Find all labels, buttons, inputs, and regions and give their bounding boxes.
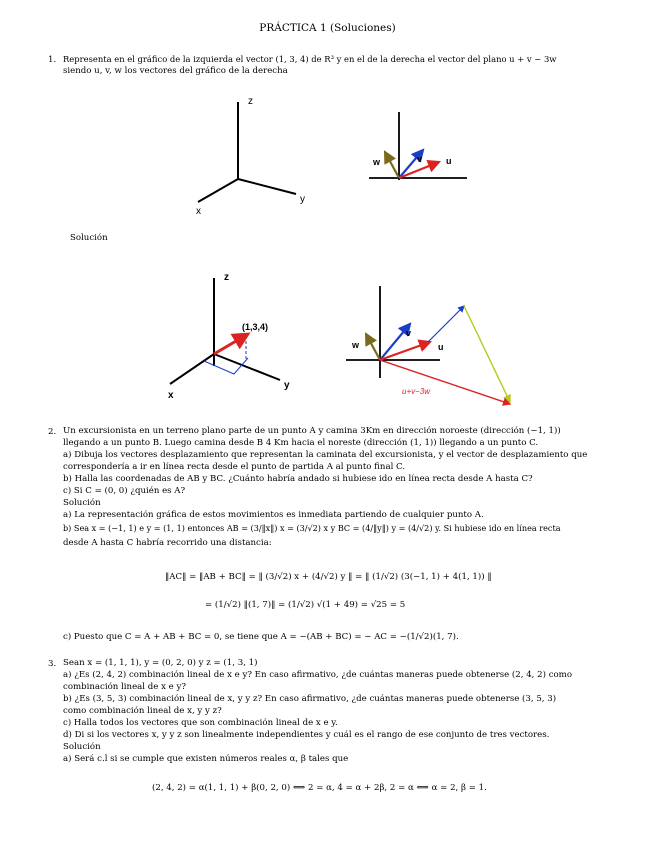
x-label: x bbox=[168, 390, 174, 401]
vector-v-translated bbox=[428, 306, 464, 342]
problem-2-line: c) Si C = (0, 0) ¿quién es A? bbox=[63, 486, 186, 496]
problem-3-line: c) Halla todos los vectores que son combinación lineal de x e y. bbox=[63, 718, 338, 728]
problem-2-part-c-solution: c) Puesto que C = A + AB + BC = 0, se tiene que A = −(AB + BC) = − AC = −(1/√2)(1, 7). bbox=[63, 632, 459, 642]
problem-3-line: Solución bbox=[63, 742, 101, 752]
problem-2-line: a) Dibuja los vectores desplazamiento que representan la caminata del excursionista, y el vector de desplazamiento que bbox=[63, 450, 588, 460]
figure-plane-vectors bbox=[365, 108, 475, 190]
problem-1-line-1: Representa en el gráfico de la izquierda el vector (1, 3, 4) de R³ y en el de la derecha el vector del plano u + v − 3w bbox=[63, 54, 557, 64]
u-label: u bbox=[446, 156, 452, 166]
y-axis bbox=[238, 179, 296, 194]
equation-linear-combination: (2, 4, 2) = α(1, 1, 1) + β(0, 2, 0) ⟺ 2 = α, 4 = α + 2β, 2 = α ⟺ α = 2, β = 1. bbox=[152, 783, 487, 793]
problem-2-line: a) La representación gráfica de estos movimientos es inmediata partiendo de cualquier punto A. bbox=[63, 510, 484, 520]
x-label: x bbox=[196, 206, 201, 217]
problem-3-line: a) ¿Es (2, 4, 2) combinación lineal de x e y? En caso afirmativo, ¿de cuántas maneras puede obtenerse (2, 4, 2) como bbox=[63, 670, 572, 680]
problem-2-line: Solución bbox=[63, 498, 101, 508]
w-label: w bbox=[373, 157, 381, 167]
v-label: v bbox=[417, 154, 423, 164]
problem-3-line: combinación lineal de x e y? bbox=[63, 682, 186, 692]
figure-3d-axes bbox=[190, 92, 320, 222]
problem-3-line: a) Será c.l si se cumple que existen números reales α, β tales que bbox=[63, 754, 349, 764]
point-label: (1,3,4) bbox=[242, 322, 269, 332]
vector-w bbox=[366, 334, 380, 360]
x-axis bbox=[170, 354, 214, 384]
vector-1-3-4 bbox=[214, 334, 248, 354]
page-title: PRÁCTICA 1 (Soluciones) bbox=[259, 22, 396, 34]
z-label: z bbox=[224, 272, 229, 283]
y-label: y bbox=[284, 380, 290, 391]
problem-2-line: b) Sea x = (−1, 1) e y = (1, 1) entonces AB = (3/‖x‖) x = (3/√2) x y BC = (4/‖y‖) y = (4/√2) y. Si hubiese ido en línea recta bbox=[63, 523, 561, 533]
equation-distance-2: = (1/√2) ‖(1, 7)‖ = (1/√2) √(1 + 49) = √25 = 5 bbox=[205, 600, 406, 610]
equation-distance-1: ‖AC‖ = ‖AB + BC‖ = ‖ (3/√2) x + (4/√2) y ‖ = ‖ (1/√2) (3(−1, 1) + 4(1, 1)) ‖ bbox=[165, 572, 492, 582]
vector-w bbox=[385, 152, 399, 178]
u-label: u bbox=[438, 342, 444, 352]
vector-minus-3w bbox=[464, 306, 510, 402]
problem-3-number: 3. bbox=[48, 659, 57, 669]
problem-1-line-2: siendo u, v, w los vectores del gráfico de la derecha bbox=[63, 66, 288, 76]
problem-2-line: desde A hasta C habría recorrido una distancia: bbox=[63, 538, 272, 548]
v-label: v bbox=[406, 328, 412, 338]
problem-2-line: Un excursionista en un terreno plano parte de un punto A y camina 3Km en dirección noroeste (dirección (−1, 1)) bbox=[63, 426, 561, 436]
w-label: w bbox=[352, 340, 360, 350]
problem-3-line: b) ¿Es (3, 5, 3) combinación lineal de x, y y z? En caso afirmativo, ¿de cuántas maneras puede obtenerse (3, 5, 3) bbox=[63, 694, 557, 704]
solution-label-1: Solución bbox=[70, 233, 108, 243]
problem-2-line: b) Halla las coordenadas de AB y BC. ¿Cuánto habría andado si hubiese ido en línea recta desde A hasta C? bbox=[63, 474, 533, 484]
z-label: z bbox=[248, 96, 253, 107]
y-axis bbox=[214, 354, 280, 380]
y-label: y bbox=[300, 194, 305, 205]
problem-2-line: correspondería a ir en línea recta desde el punto de partida A al punto final C. bbox=[63, 462, 406, 472]
problem-2-number: 2. bbox=[48, 427, 57, 437]
x-axis bbox=[198, 179, 238, 202]
problem-3-line: d) Di si los vectores x, y y z son linealmente independientes y cuál es el rango de ese conjunto de tres vectores. bbox=[63, 730, 550, 740]
projection-lines bbox=[204, 358, 248, 374]
figure-3d-point bbox=[158, 266, 298, 401]
problem-3-line: como combinación lineal de x, y y z? bbox=[63, 706, 222, 716]
result-label: u+v−3w bbox=[402, 387, 431, 396]
problem-2-line: llegando a un punto B. Luego camina desde B 4 Km hacia el noreste (dirección (1, 1)) llegando a un punto C. bbox=[63, 438, 539, 448]
problem-1-number: 1. bbox=[48, 55, 57, 65]
problem-3-line: Sean x = (1, 1, 1), y = (0, 2, 0) y z = (1, 3, 1) bbox=[63, 658, 258, 668]
figure-vector-sum bbox=[340, 282, 520, 412]
vector-result bbox=[380, 360, 510, 404]
